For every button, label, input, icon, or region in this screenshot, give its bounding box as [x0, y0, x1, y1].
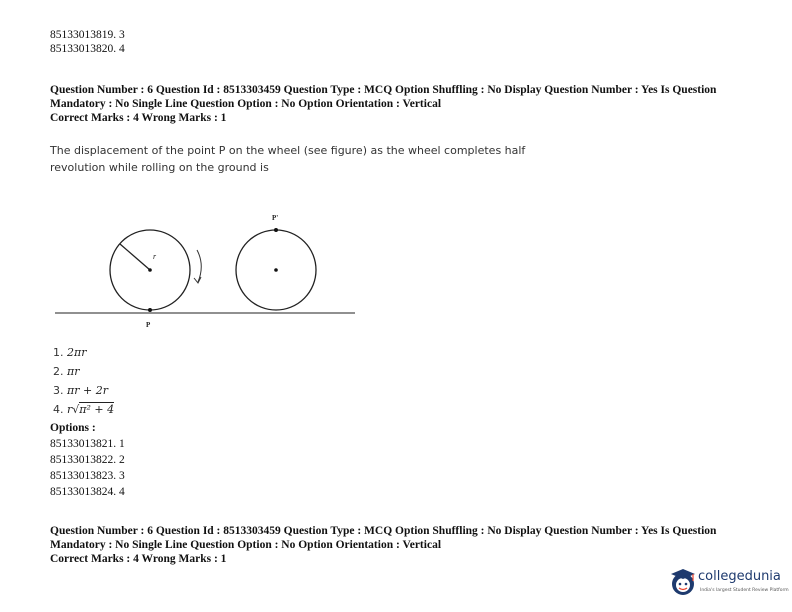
option-id-line: 85133013824. 4 — [50, 486, 125, 498]
point-p-prime-label: P' — [272, 214, 279, 222]
sqrt-sign: √ — [72, 403, 80, 416]
option-id-line: 85133013821. 1 — [50, 438, 125, 450]
question-header-line: Question Number : 6 Question Id : 8513303459 Question Type : MCQ Option Shuffling : No Display Question Number : Yes Is Question — [50, 525, 717, 537]
option-id-line: 85133013823. 3 — [50, 470, 125, 482]
wheel-right-center — [274, 268, 278, 272]
point-p-dot — [148, 308, 152, 312]
question-marks: Correct Marks : 4 Wrong Marks : 1 — [50, 112, 227, 124]
radius-label: r — [153, 252, 157, 261]
question-text-line: The displacement of the point P on the wheel (see figure) as the wheel completes half — [50, 144, 526, 157]
question-header-line: Mandatory : No Single Line Question Option : No Option Orientation : Vertical — [50, 98, 442, 110]
question-header-line: Question Number : 6 Question Id : 8513303459 Question Type : MCQ Option Shuffling : No Display Question Number : Yes Is Question — [50, 84, 717, 96]
option-id-line: 85133013820. 4 — [50, 43, 125, 55]
choice-3 — [53, 381, 114, 400]
choice-expression: 2πr — [67, 346, 87, 359]
logo-tagline: India's largest Student Review Platform — [700, 588, 789, 593]
point-p-prime-dot — [274, 228, 278, 232]
choice-number: 3. — [53, 384, 64, 397]
wheel-left-center — [148, 268, 152, 272]
radius-line — [120, 244, 150, 270]
question-marks: Correct Marks : 4 Wrong Marks : 1 — [50, 553, 227, 565]
option-id-line: 85133013819. 3 — [50, 29, 125, 41]
option-id-line: 85133013822. 2 — [50, 454, 125, 466]
choice-expression: πr + 2r — [67, 384, 108, 397]
options-heading: Options : — [50, 422, 96, 434]
choice-expression-r: r — [67, 403, 73, 416]
question-header — [50, 524, 716, 566]
choice-number: 4. — [53, 403, 64, 416]
options-block — [50, 421, 125, 501]
answer-choices — [53, 343, 114, 419]
choice-expression-radicand: π² + 4 — [79, 403, 115, 416]
question-header-line: Mandatory : No Single Line Question Option : No Option Orientation : Vertical — [50, 539, 442, 551]
question-text-line: revolution while rolling on the ground is — [50, 161, 269, 174]
point-p-label: P — [146, 321, 151, 329]
choice-number: 2. — [53, 365, 64, 378]
choice-1 — [53, 343, 114, 362]
collegedunia-logo — [668, 566, 788, 606]
logo-text: collegedunia — [698, 569, 781, 584]
choice-number: 1. — [53, 346, 64, 359]
choice-4 — [53, 400, 114, 419]
choice-2 — [53, 362, 114, 381]
graduate-cap-icon — [668, 566, 698, 600]
choice-expression: πr — [67, 365, 80, 378]
